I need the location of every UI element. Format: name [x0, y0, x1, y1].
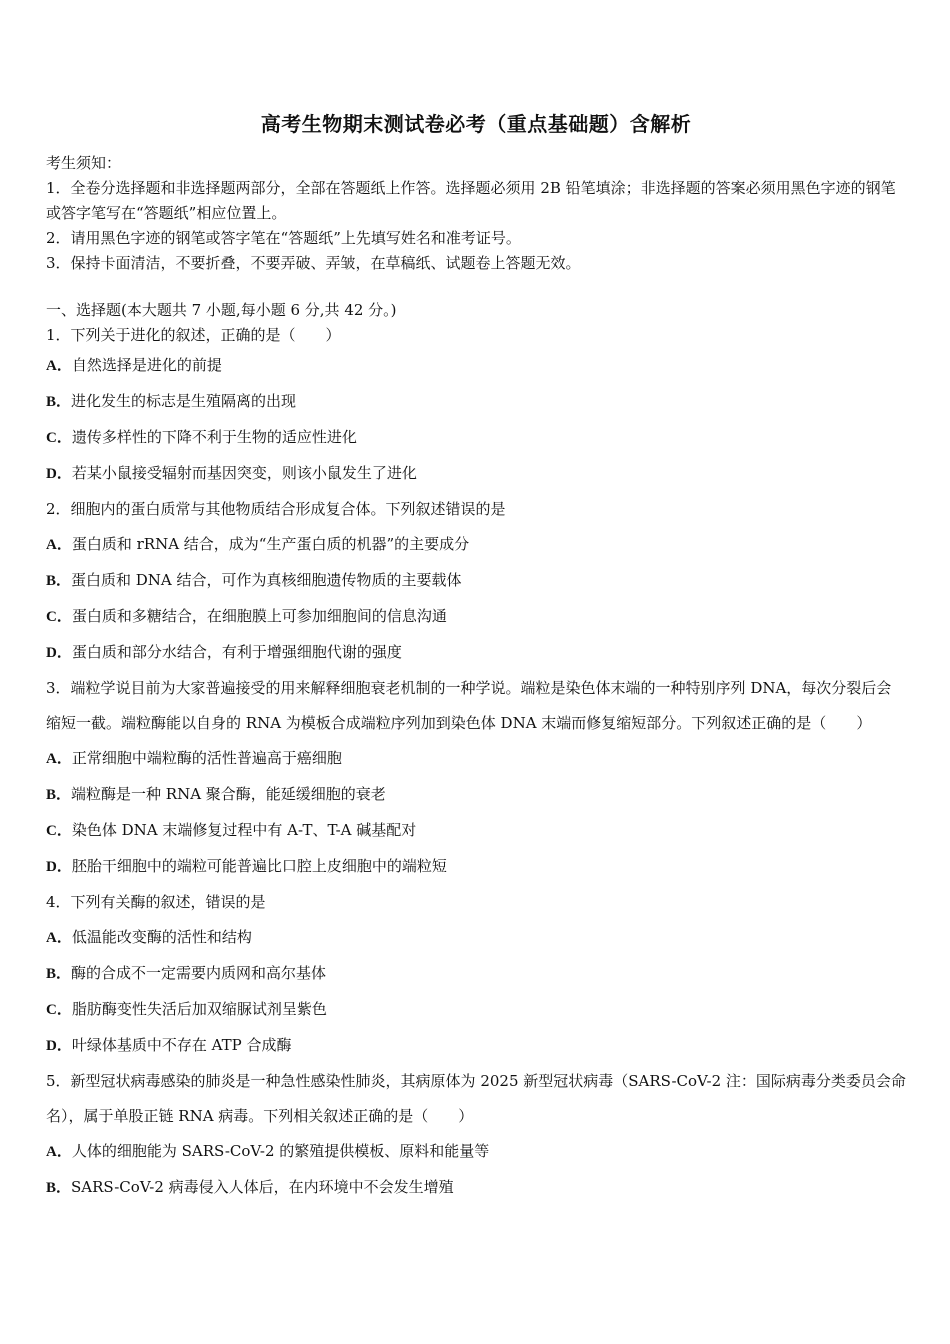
- option-a[interactable]: [46, 920, 906, 956]
- option-a[interactable]: [46, 527, 906, 563]
- option-letter: C．: [46, 430, 72, 446]
- question-stem: 2．细胞内的蛋白质常与其他物质结合形成复合体。下列叙述错误的是: [46, 500, 506, 518]
- option-text: 进化发生的标志是生殖隔离的出现: [71, 392, 297, 410]
- option-d[interactable]: [46, 1028, 906, 1064]
- question-4: [46, 885, 906, 1064]
- option-letter: A．: [46, 358, 72, 374]
- candidate-notice: [46, 151, 906, 276]
- option-text: SARS-CoV-2 病毒侵入人体后，在内环境中不会发生增殖: [71, 1178, 454, 1196]
- option-text: 脂肪酶变性失活后加双缩脲试剂呈紫色: [71, 1000, 327, 1018]
- option-text: 蛋白质和部分水结合，有利于增强细胞代谢的强度: [71, 643, 402, 661]
- option-letter: B．: [46, 1180, 72, 1196]
- option-c[interactable]: [46, 813, 906, 849]
- option-text: 叶绿体基质中不存在 ATP 合成酶: [71, 1036, 292, 1054]
- option-b[interactable]: [46, 956, 906, 992]
- option-d[interactable]: [46, 635, 906, 671]
- option-b[interactable]: [46, 384, 906, 420]
- option-d[interactable]: [46, 456, 906, 492]
- option-letter: A．: [46, 1144, 72, 1160]
- option-letter: D．: [46, 859, 72, 875]
- option-d[interactable]: [46, 849, 906, 885]
- option-text: 蛋白质和 rRNA 结合，成为“生产蛋白质的机器”的主要成分: [71, 535, 470, 553]
- notice-item: 3．保持卡面清洁，不要折叠，不要弄破、弄皱，在草稿纸、试题卷上答题无效。: [46, 254, 581, 272]
- question-stem: 3．端粒学说目前为大家普遍接受的用来解释细胞衰老机制的一种学说。端粒是染色体末端的一种特别序列 DNA，每次分裂后会缩短一截。端粒酶能以自身的 RNA 为模板合成端粒序列加到染色体 DNA 末端而修复缩短部分。下列叙述正确的是（ ）: [46, 679, 892, 732]
- question-1: [46, 323, 906, 492]
- option-text: 低温能改变酶的活性和结构: [71, 928, 252, 946]
- option-a[interactable]: [46, 1134, 906, 1170]
- option-text: 胚胎干细胞中的端粒可能普遍比口腔上皮细胞中的端粒短: [71, 857, 447, 875]
- option-text: 正常细胞中端粒酶的活性普遍高于癌细胞: [71, 749, 342, 767]
- option-text: 蛋白质和 DNA 结合，可作为真核细胞遗传物质的主要载体: [71, 571, 462, 589]
- option-letter: B．: [46, 573, 72, 589]
- option-letter: A．: [46, 930, 72, 946]
- section-heading: 一、选择题(本大题共 7 小题,每小题 6 分,共 42 分。): [46, 301, 397, 319]
- option-b[interactable]: [46, 563, 906, 599]
- option-letter: D．: [46, 466, 72, 482]
- option-text: 酶的合成不一定需要内质网和高尔基体: [71, 964, 327, 982]
- option-text: 若某小鼠接受辐射而基因突变，则该小鼠发生了进化: [71, 464, 417, 482]
- option-text: 端粒酶是一种 RNA 聚合酶，能延缓细胞的衰老: [71, 785, 386, 803]
- question-2: [46, 492, 906, 671]
- option-text: 人体的细胞能为 SARS-CoV-2 的繁殖提供模板、原料和能量等: [71, 1142, 490, 1160]
- option-c[interactable]: [46, 420, 906, 456]
- notice-item: 2．请用黑色字迹的钢笔或答字笔在“答题纸”上先填写姓名和准考证号。: [46, 229, 521, 247]
- notice-heading: 考生须知：: [46, 154, 122, 172]
- question-5: [46, 1064, 906, 1206]
- question-stem: 4．下列有关酶的叙述，错误的是: [46, 893, 266, 911]
- spacer: [46, 276, 906, 298]
- option-text: 蛋白质和多糖结合，在细胞膜上可参加细胞间的信息沟通: [71, 607, 447, 625]
- notice-item: 1．全卷分选择题和非选择题两部分，全部在答题纸上作答。选择题必须用 2B 铅笔填涂；非选择题的答案必须用黑色字迹的钢笔或答字笔写在“答题纸”相应位置上。: [46, 179, 896, 222]
- question-stem: 5．新型冠状病毒感染的肺炎是一种急性感染性肺炎，其病原体为 2025 新型冠状病毒（SARS-CoV-2 注：国际病毒分类委员会命名），属于单股正链 RNA 病毒。下列相关叙述正确的是（ ）: [46, 1072, 906, 1125]
- option-text: 遗传多样性的下降不利于生物的适应性进化: [71, 428, 357, 446]
- option-a[interactable]: [46, 741, 906, 777]
- exam-page: [46, 108, 906, 1206]
- option-c[interactable]: [46, 992, 906, 1028]
- option-letter: A．: [46, 537, 72, 553]
- option-letter: B．: [46, 787, 72, 803]
- option-letter: D．: [46, 1038, 72, 1054]
- option-letter: C．: [46, 1002, 72, 1018]
- option-letter: C．: [46, 609, 72, 625]
- option-letter: B．: [46, 394, 72, 410]
- option-letter: C．: [46, 823, 72, 839]
- option-c[interactable]: [46, 599, 906, 635]
- question-stem: 1．下列关于进化的叙述，正确的是（ ）: [46, 326, 341, 344]
- option-text: 染色体 DNA 末端修复过程中有 A-T、T-A 碱基配对: [71, 821, 417, 839]
- option-b[interactable]: [46, 1170, 906, 1206]
- option-letter: D．: [46, 645, 72, 661]
- document-title: 高考生物期末测试卷必考（重点基础题）含解析: [260, 112, 692, 136]
- option-a[interactable]: [46, 348, 906, 384]
- option-letter: A．: [46, 751, 72, 767]
- question-3: [46, 671, 906, 885]
- option-text: 自然选择是进化的前提: [71, 356, 222, 374]
- option-letter: B．: [46, 966, 72, 982]
- option-b[interactable]: [46, 777, 906, 813]
